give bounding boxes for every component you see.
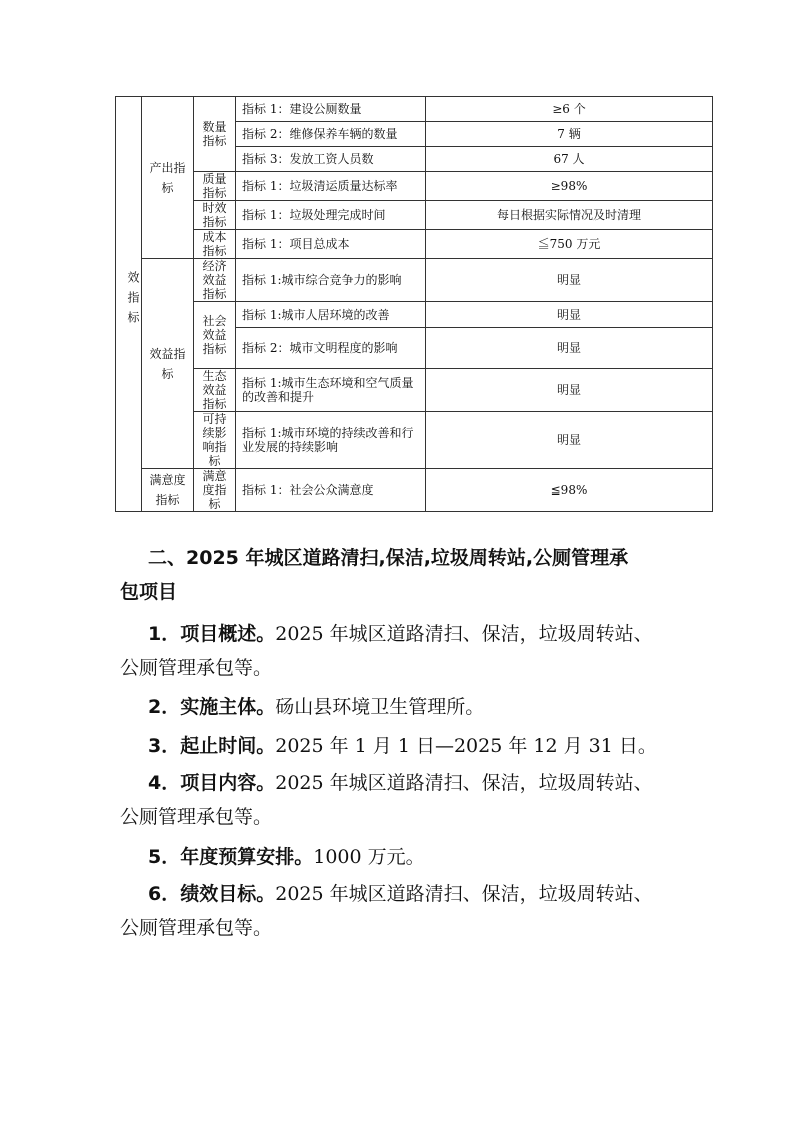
indicator-value-cell: ≦750 万元 — [426, 230, 713, 259]
table-row — [116, 259, 713, 302]
indicator-value-cell: 7 辆 — [426, 122, 713, 147]
item-label: 1．项目概述。 — [148, 623, 276, 645]
item-continuation: 公厕管理承包等。 — [120, 657, 273, 679]
item-text: 2025 年城区道路清扫、保洁，垃圾周转站、 — [275, 623, 653, 645]
level1-indicator-cell — [116, 97, 142, 512]
item-text: 砀山县环境卫生管理所。 — [275, 696, 485, 718]
indicator-name-cell: 指标 1:城市人居环境的改善 — [236, 302, 426, 328]
indicator-value-cell: ≦98% — [426, 469, 713, 512]
indicator-name-cell: 指标 1：垃圾清运质量达标率 — [236, 172, 426, 201]
level3-indicator-cell: 经济效益指标 — [194, 259, 236, 302]
indicator-name-cell: 指标 1:城市生态环境和空气质量的改善和提升 — [236, 369, 426, 412]
indicator-value-cell: 67 人 — [426, 147, 713, 172]
level3-indicator-cell: 可持续影响指标 — [194, 412, 236, 469]
item-performance-goal — [120, 877, 708, 945]
level3-indicator-cell: 生态效益指标 — [194, 369, 236, 412]
indicator-name-cell: 指标 1:城市环境的持续改善和行业发展的持续影响 — [236, 412, 426, 469]
indicator-name-cell: 指标 1：社会公众满意度 — [236, 469, 426, 512]
item-period — [148, 729, 708, 763]
section-heading — [120, 541, 708, 609]
indicator-name-cell: 指标 1：垃圾处理完成时间 — [236, 201, 426, 230]
indicator-value-cell: 每日根据实际情况及时清理 — [426, 201, 713, 230]
item-label: 3．起止时间。 — [148, 735, 276, 757]
level3-indicator-cell: 质量指标 — [194, 172, 236, 201]
item-label: 6．绩效目标。 — [148, 883, 276, 905]
item-text: 2025 年城区道路清扫、保洁，垃圾周转站、 — [275, 772, 653, 794]
indicator-name-cell: 指标 1：项目总成本 — [236, 230, 426, 259]
item-label: 5．年度预算安排。 — [148, 846, 314, 868]
level2-indicator-cell: 效益指标 — [142, 259, 194, 469]
indicator-value-cell: 明显 — [426, 259, 713, 302]
item-text: 2025 年城区道路清扫、保洁，垃圾周转站、 — [275, 883, 653, 905]
section-heading-line1: 二、2025 年城区道路清扫,保洁,垃圾周转站,公厕管理承 — [148, 547, 629, 569]
indicator-value-cell: 明显 — [426, 328, 713, 369]
item-text: 2025 年 1 月 1 日—2025 年 12 月 31 日。 — [275, 735, 657, 757]
level2-indicator-cell: 满意度指标 — [142, 469, 194, 512]
indicator-value-cell: ≥6 个 — [426, 97, 713, 122]
table-row — [116, 369, 713, 412]
indicator-value-cell: 明显 — [426, 369, 713, 412]
table-row — [116, 230, 713, 259]
table-row — [116, 172, 713, 201]
level1-indicator-label: 效指标 — [126, 270, 140, 331]
level3-indicator-cell: 成本指标 — [194, 230, 236, 259]
indicator-value-cell: ≥98% — [426, 172, 713, 201]
table-row — [116, 469, 713, 512]
table-row — [116, 201, 713, 230]
item-label: 4．项目内容。 — [148, 772, 276, 794]
item-project-overview — [120, 617, 708, 685]
item-implementing-entity — [148, 690, 708, 724]
table-row — [116, 412, 713, 469]
section-heading-line2: 包项目 — [120, 581, 178, 603]
level3-indicator-cell: 社会效益指标 — [194, 302, 236, 369]
item-text: 1000 万元。 — [313, 846, 425, 868]
item-project-content — [120, 766, 708, 834]
item-continuation: 公厕管理承包等。 — [120, 917, 273, 939]
table-row — [116, 302, 713, 328]
level2-indicator-cell: 产出指标 — [142, 97, 194, 259]
level3-indicator-cell: 满意度指标 — [194, 469, 236, 512]
level3-indicator-cell: 数量指标 — [194, 97, 236, 172]
item-label: 2．实施主体。 — [148, 696, 276, 718]
indicator-name-cell: 指标 2：城市文明程度的影响 — [236, 328, 426, 369]
table-row — [116, 97, 713, 122]
indicator-value-cell: 明显 — [426, 302, 713, 328]
performance-indicator-table — [115, 96, 713, 512]
item-continuation: 公厕管理承包等。 — [120, 806, 273, 828]
indicator-value-cell: 明显 — [426, 412, 713, 469]
indicator-name-cell: 指标 3：发放工资人员数 — [236, 147, 426, 172]
indicator-name-cell: 指标 1：建设公厕数量 — [236, 97, 426, 122]
item-annual-budget — [148, 840, 708, 874]
indicator-name-cell: 指标 1:城市综合竞争力的影响 — [236, 259, 426, 302]
level3-indicator-cell: 时效指标 — [194, 201, 236, 230]
indicator-name-cell: 指标 2：维修保养车辆的数量 — [236, 122, 426, 147]
